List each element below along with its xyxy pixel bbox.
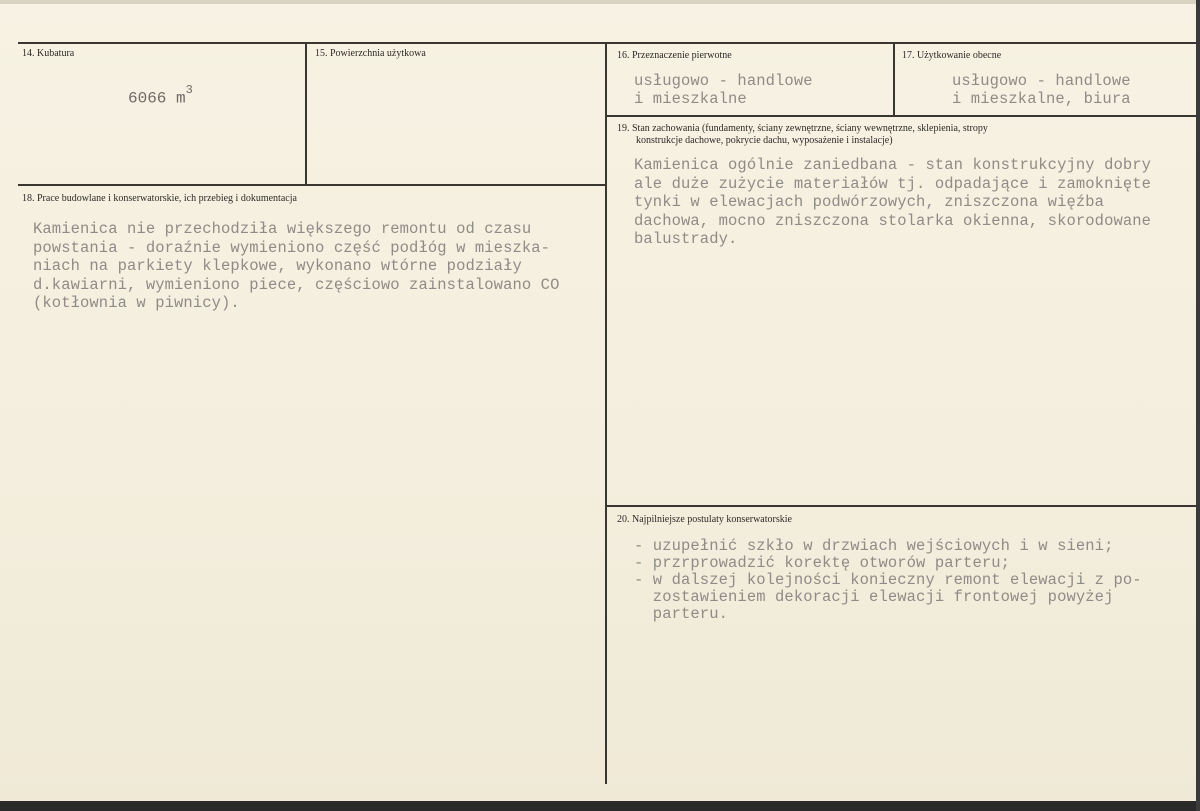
field-19-line-1: Kamienica ogólnie zaniedbana - stan konstrukcyjny dobry xyxy=(634,156,1152,174)
rule-under-19 xyxy=(606,505,1196,507)
field-18-line-2: powstania - doraźnie wymieniono część podłóg w mieszka- xyxy=(33,238,551,257)
rule-under-16-17 xyxy=(606,115,1196,117)
kubatura-unit: m xyxy=(176,89,186,108)
field-20-label: 20. Najpilniejsze postulaty konserwatorskie xyxy=(617,514,792,525)
field-16-line-1: usługowo - handlowe xyxy=(634,72,813,90)
rule-under-14-15 xyxy=(18,184,606,186)
field-19-label-line-1: 19. Stan zachowania (fundamenty, ściany zewnętrzne, ściany wewnętrzne, sklepienia, stropy xyxy=(617,123,988,134)
divider-16-17 xyxy=(893,42,895,115)
kubatura-exponent: 3 xyxy=(185,83,193,97)
field-18-label: 18. Prace budowlane i konserwatorskie, ich przebieg i dokumentacja xyxy=(22,193,297,204)
field-18-line-4: d.kawiarni, wymieniono piece, częściowo zainstalowano CO xyxy=(33,275,560,294)
field-19-label-line-2: konstrukcje dachowe, pokrycie dachu, wyposażenie i instalacje) xyxy=(636,135,893,146)
field-19-line-3: tynki w elewacjach podwórzowych, zniszczona więźba xyxy=(634,193,1105,211)
field-14-value xyxy=(128,83,193,108)
field-20-line-4: zostawieniem dekoracji elewacji frontowej powyżej xyxy=(634,588,1114,606)
field-18-line-5: (kotłownia w piwnicy). xyxy=(33,294,240,312)
field-18-line-3: niach na parkiety klepkowe, wykonano wtórne podziały xyxy=(33,257,522,275)
field-17-label: 17. Użytkowanie obecne xyxy=(902,50,1002,61)
field-18-line-1: Kamienica nie przechodziła większego remontu od czasu xyxy=(33,220,532,238)
field-15-label: 15. Powierzchnia użytkowa xyxy=(315,48,426,59)
kubatura-number: 6066 xyxy=(128,89,167,108)
card-edge-top xyxy=(0,0,1200,4)
field-17-line-2: i mieszkalne, biura xyxy=(952,90,1131,108)
field-20-line-2: - przrprowadzić korektę otworów parteru; xyxy=(634,554,1011,572)
scan-edge-bottom xyxy=(0,801,1200,811)
top-rule xyxy=(18,42,1196,44)
field-19-line-4: dachowa, mocno zniszczona stolarka okienna, skorodowane xyxy=(634,211,1152,230)
field-20-line-1: - uzupełnić szkło w drzwiach wejściowych i w sieni; xyxy=(634,537,1114,555)
divider-14-15 xyxy=(305,42,307,184)
scan-edge-right xyxy=(1196,0,1200,811)
field-16-line-2: i mieszkalne xyxy=(634,90,747,108)
field-19-line-2: ale duże zużycie materiałów tj. odpadające i zamoknięte xyxy=(634,174,1152,193)
field-14-label: 14. Kubatura xyxy=(22,48,75,59)
main-column-divider xyxy=(605,42,607,784)
field-16-label: 16. Przeznaczenie pierwotne xyxy=(617,50,732,61)
field-20-line-3: - w dalszej kolejności konieczny remont elewacji z po- xyxy=(634,571,1142,589)
field-19-line-5: balustrady. xyxy=(634,230,738,248)
field-20-line-5: parteru. xyxy=(634,605,729,623)
field-17-line-1: usługowo - handlowe xyxy=(952,72,1131,90)
